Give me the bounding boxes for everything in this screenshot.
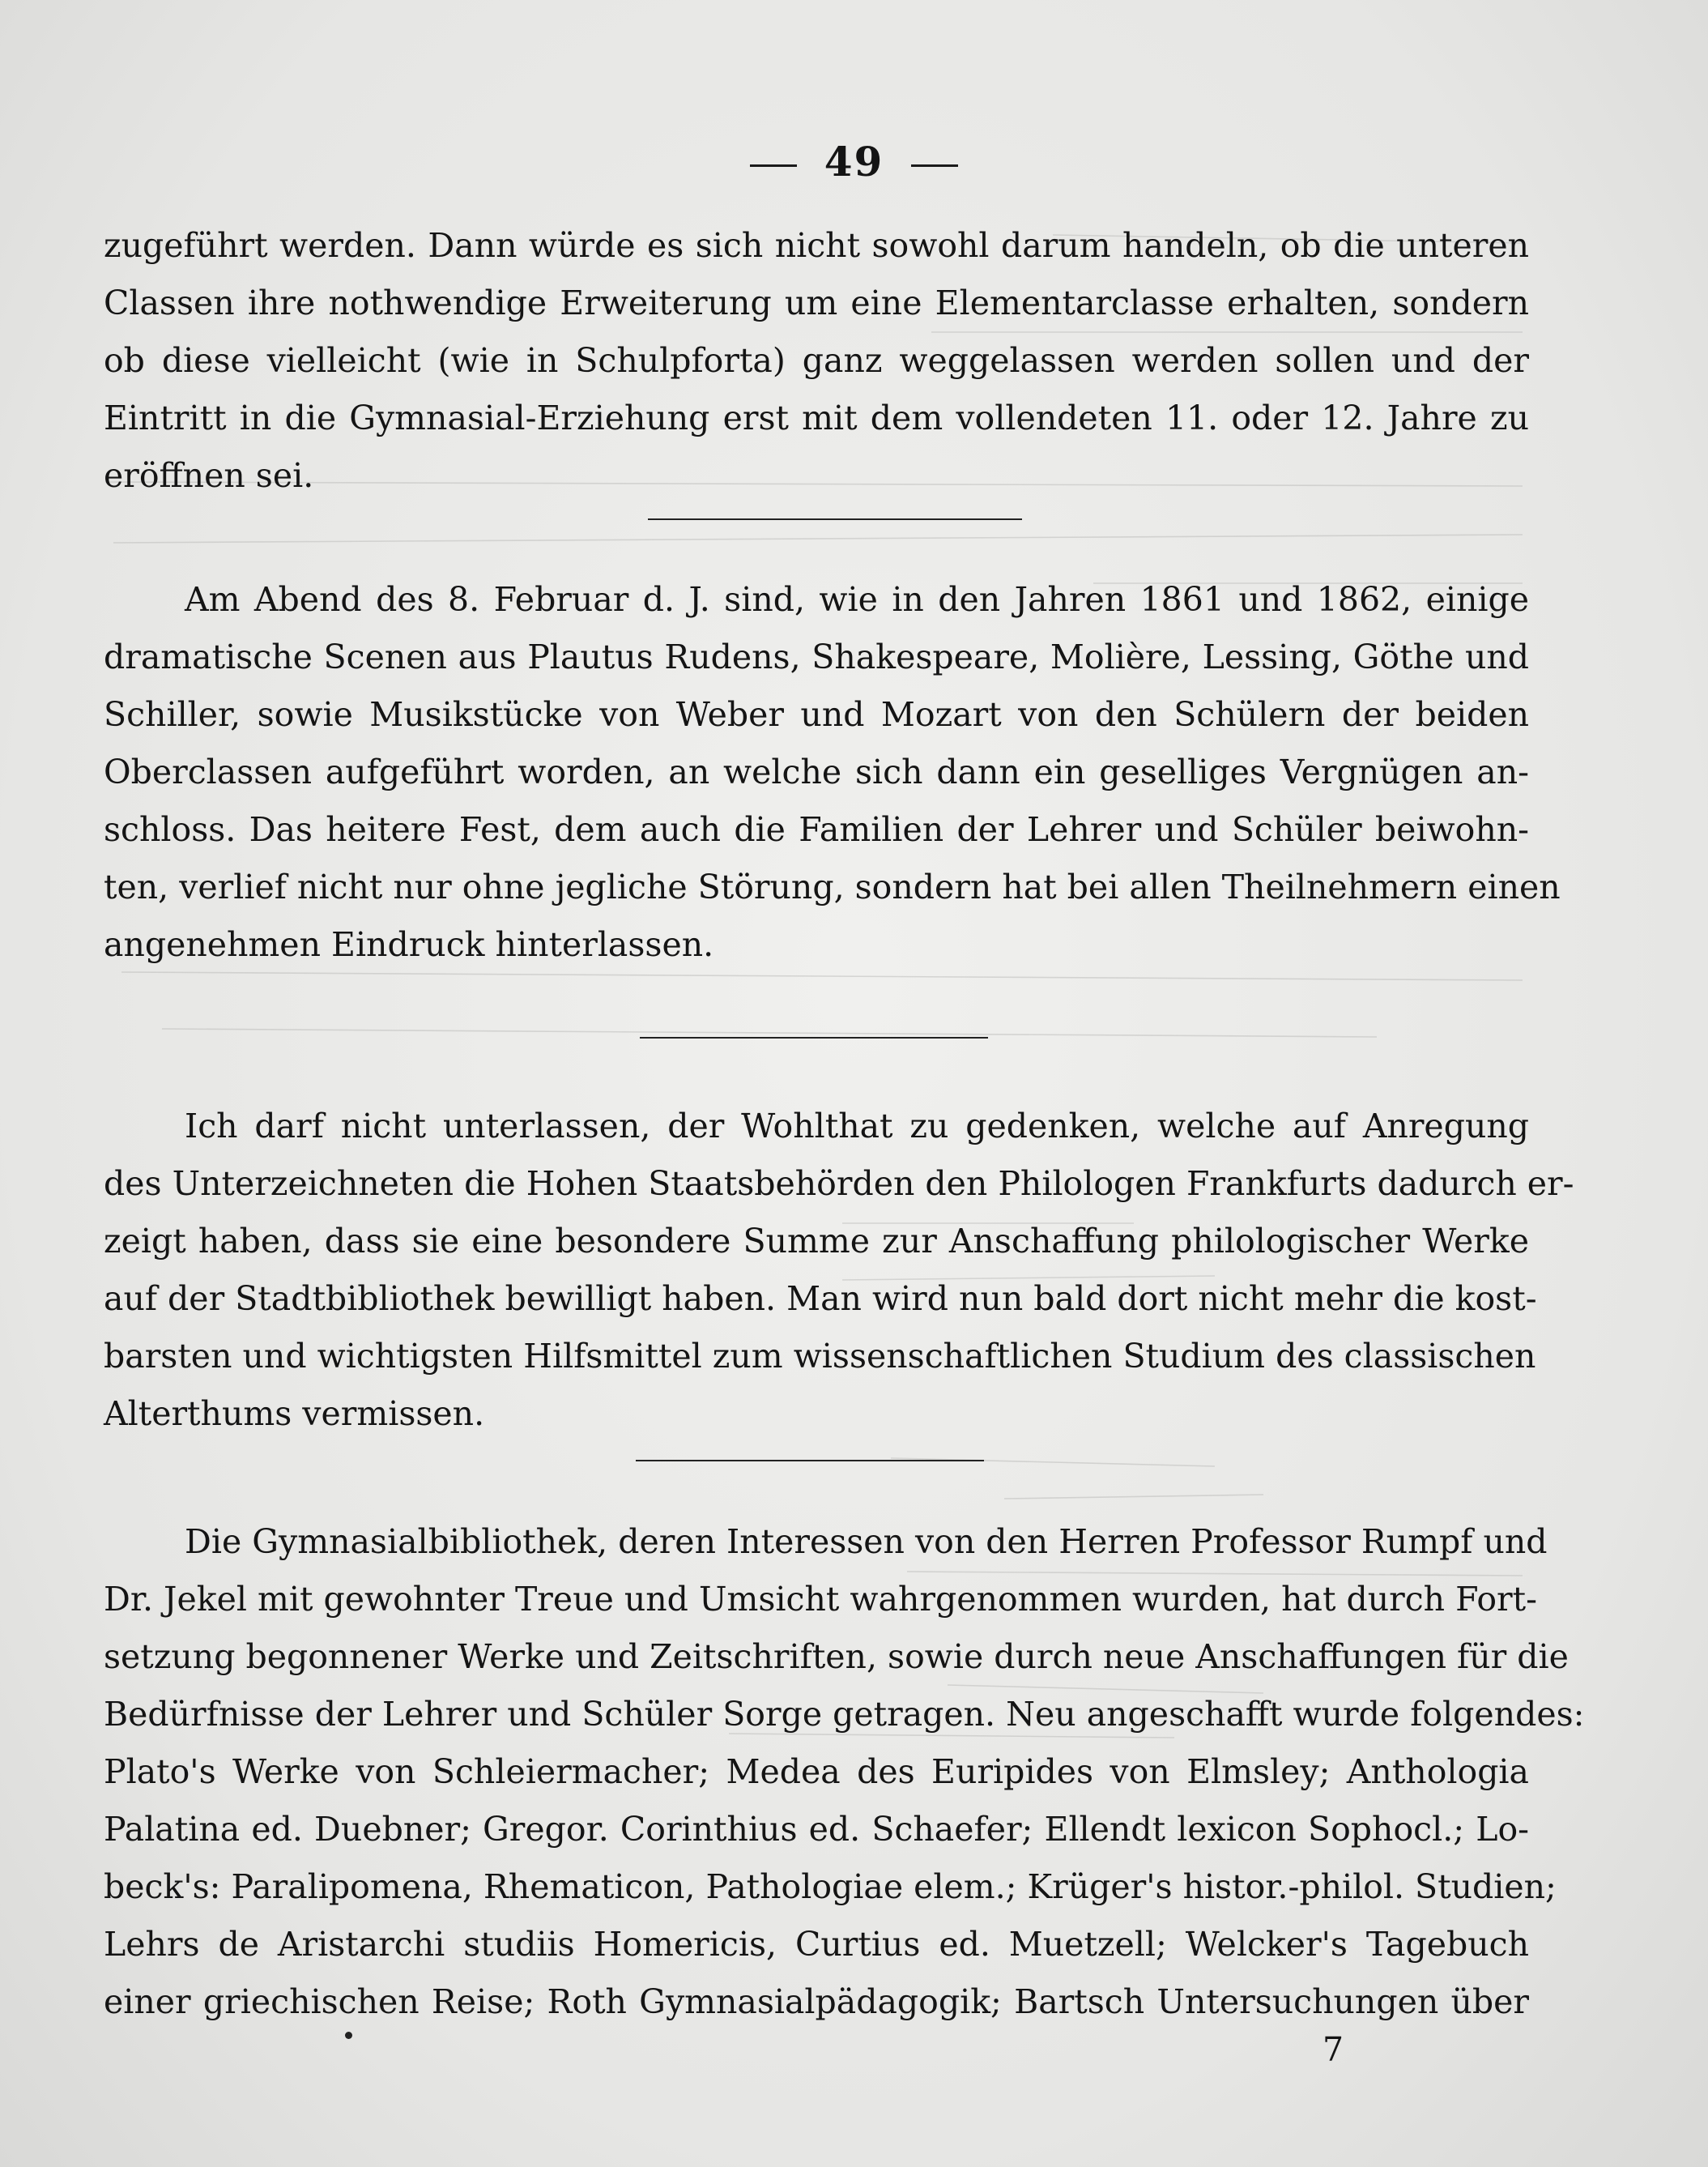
- text-line: des Unterzeichneten die Hohen Staatsbehörden den Philologen Frankfurts dadurch er-: [104, 1164, 1574, 1203]
- header-dash-right: [911, 164, 958, 167]
- text-line: Oberclassen aufgeführt worden, an welche sich dann ein geselliges Vergnügen an-: [104, 753, 1529, 791]
- text-line: Palatina ed. Duebner; Gregor. Corinthius ed. Schaefer; Ellendt lexicon Sophocl.; Lo-: [104, 1810, 1529, 1849]
- header-dash-left: [750, 164, 797, 167]
- text-line: zeigt haben, dass sie eine besondere Summe zur Anschaffung philologischer Werke: [104, 1222, 1529, 1261]
- text-line: beck's: Paralipomena, Rhematicon, Pathologiae elem.; Krüger's histor.-philol. Studien;: [104, 1867, 1557, 1906]
- text-line: eröffnen sei.: [104, 456, 314, 495]
- text-line: Schiller, sowie Musikstücke von Weber und Mozart von den Schülern der beiden: [104, 695, 1529, 734]
- text-line: Lehrs de Aristarchi studiis Homericis, Curtius ed. Muetzell; Welcker's Tagebuch: [104, 1925, 1529, 1964]
- text-line: auf der Stadtbibliothek bewilligt haben. Man wird nun bald dort nicht mehr die kost-: [104, 1279, 1537, 1318]
- paragraph-city-library: [104, 1098, 1574, 1443]
- page-number: 49: [824, 138, 884, 186]
- signature-mark: 7: [1323, 2030, 1344, 2069]
- text-line: barsten und wichtigsten Hilfsmittel zum wissenschaftlichen Studium des classischen: [104, 1337, 1536, 1376]
- text-line: Eintritt in die Gymnasial-Erziehung erst mit dem vollendeten 11. oder 12. Jahre zu: [104, 399, 1529, 437]
- page-header: [0, 138, 1708, 186]
- text-line: Ich darf nicht unterlassen, der Wohlthat zu gedenken, welche auf Anregung: [185, 1107, 1529, 1145]
- text-line: Alterthums vermissen.: [104, 1394, 485, 1433]
- paragraph-theatre-evening: [104, 571, 1561, 974]
- section-separator: [648, 518, 1022, 520]
- section-separator: [640, 1037, 988, 1039]
- print-dot: [345, 2032, 352, 2039]
- text-line: schloss. Das heitere Fest, dem auch die Familien der Lehrer und Schüler beiwohn-: [104, 810, 1529, 849]
- text-line: zugeführt werden. Dann würde es sich nicht sowohl darum handeln, ob die unteren: [104, 226, 1529, 265]
- text-line: Bedürfnisse der Lehrer und Schüler Sorge getragen. Neu angeschafft wurde folgendes:: [104, 1695, 1585, 1734]
- paragraph-continuation: [104, 217, 1529, 505]
- paragraph-gymnasium-library: [104, 1513, 1585, 2031]
- text-line: Am Abend des 8. Februar d. J. sind, wie in den Jahren 1861 und 1862, einige: [185, 580, 1529, 619]
- text-line: Classen ihre nothwendige Erweiterung um eine Elementarclasse erhalten, sondern: [104, 284, 1529, 322]
- text-line: Plato's Werke von Schleiermacher; Medea des Euripides von Elmsley; Anthologia: [104, 1752, 1529, 1791]
- text-line: einer griechischen Reise; Roth Gymnasialpädagogik; Bartsch Untersuchungen über: [104, 1982, 1529, 2021]
- section-separator: [636, 1460, 984, 1461]
- text-line: Die Gymnasialbibliothek, deren Interessen von den Herren Professor Rumpf und: [185, 1522, 1548, 1561]
- text-line: ob diese vielleicht (wie in Schulpforta) ganz weggelassen werden sollen und der: [104, 341, 1529, 380]
- text-line: Dr. Jekel mit gewohnter Treue und Umsicht wahrgenommen wurden, hat durch Fort-: [104, 1580, 1537, 1619]
- text-line: dramatische Scenen aus Plautus Rudens, Shakespeare, Molière, Lessing, Göthe und: [104, 638, 1529, 676]
- text-line: ten, verlief nicht nur ohne jegliche Störung, sondern hat bei allen Theilnehmern einen: [104, 868, 1561, 906]
- text-line: setzung begonnener Werke und Zeitschriften, sowie durch neue Anschaffungen für die: [104, 1637, 1569, 1676]
- text-line: angenehmen Eindruck hinterlassen.: [104, 925, 714, 964]
